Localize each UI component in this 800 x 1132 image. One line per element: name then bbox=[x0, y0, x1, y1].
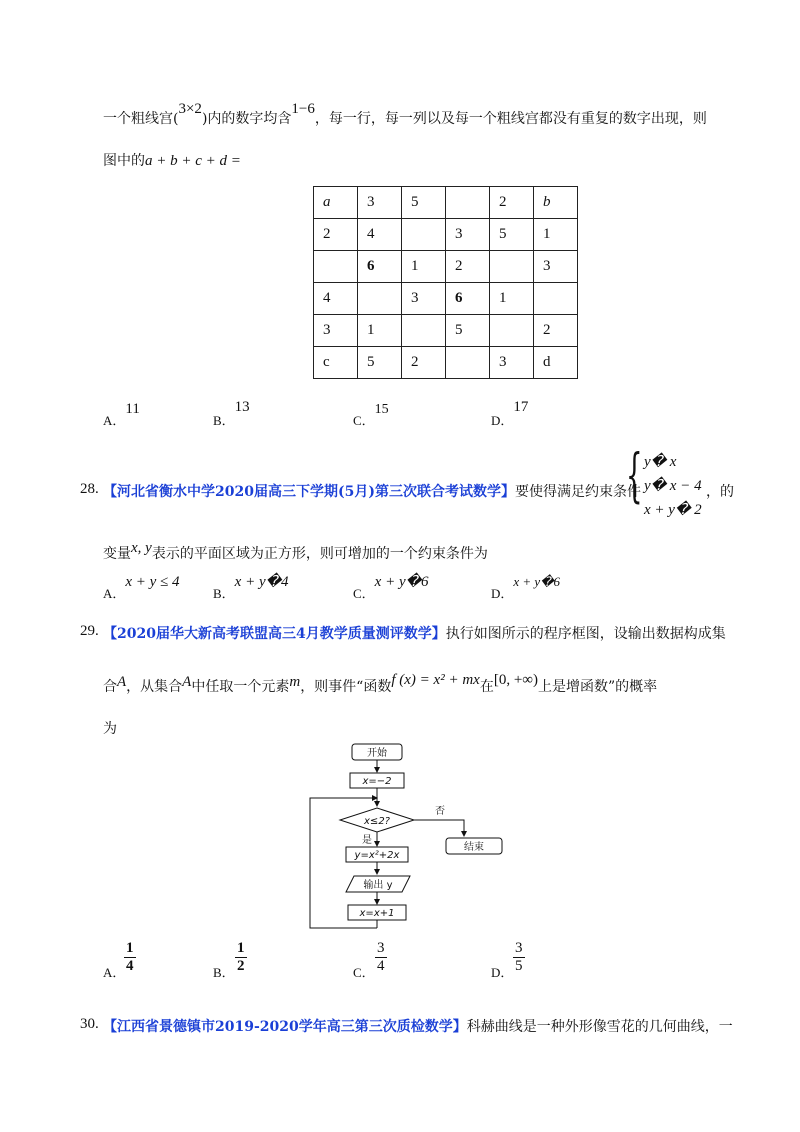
option-value: x + y�4 bbox=[234, 574, 289, 590]
constraint-2: y� x − 4 bbox=[644, 478, 702, 494]
option-label: C． bbox=[353, 965, 375, 980]
option-label: B． bbox=[213, 413, 235, 428]
grid-cell bbox=[358, 283, 402, 315]
q27-line1 bbox=[103, 101, 707, 128]
output-label: 输出 y bbox=[363, 880, 393, 891]
grid-cell bbox=[314, 251, 358, 283]
option-label: C． bbox=[353, 586, 375, 601]
grid-cell: 4 bbox=[314, 283, 358, 315]
grid-cell: 2 bbox=[402, 347, 446, 379]
interval: [0, +∞) bbox=[493, 672, 538, 688]
grid-cell: 5 bbox=[402, 187, 446, 219]
option-value: 11 bbox=[125, 401, 140, 417]
q29-option-d[interactable] bbox=[491, 962, 513, 981]
function-expression: f (x) = x² + mx bbox=[391, 672, 480, 688]
numerator: 1 bbox=[126, 940, 134, 956]
grid-cell: 2 bbox=[446, 251, 490, 283]
grid-cell: 2 bbox=[534, 315, 578, 347]
q30-text-a: 科赫曲线是一种外形像雪花的几何曲线，一 bbox=[466, 1019, 733, 1035]
option-value: x + y ≤ 4 bbox=[125, 574, 180, 590]
q29-line2-e: 在 bbox=[479, 679, 494, 695]
q29-line3: 为 bbox=[103, 721, 117, 737]
option-label: B． bbox=[213, 586, 235, 601]
grid-cell: c bbox=[314, 347, 358, 379]
option-label: C． bbox=[353, 413, 375, 428]
q29-option-b-fraction bbox=[235, 940, 247, 975]
q27-option-c[interactable] bbox=[353, 402, 389, 430]
grid-cell: 3 bbox=[534, 251, 578, 283]
yes-label: 是 bbox=[362, 835, 372, 846]
constraint-3: x + y� 2 bbox=[644, 502, 702, 518]
q29-source: 【2020届华大新高考联盟高三4月教学质量测评数学】 bbox=[103, 626, 446, 642]
q28-source: 【河北省衡水中学2020届高三下学期(5月)第三次联合考试数学】 bbox=[103, 484, 515, 500]
q27-sum-expression: a + b + c + d = bbox=[145, 153, 241, 169]
q29-option-d-fraction bbox=[513, 940, 525, 975]
grid-cell bbox=[402, 219, 446, 251]
option-label: B． bbox=[213, 965, 235, 980]
q29-option-b[interactable] bbox=[213, 962, 235, 981]
q28-option-d[interactable] bbox=[491, 574, 561, 602]
option-value: 15 bbox=[374, 402, 389, 417]
grid-cell: 5 bbox=[358, 347, 402, 379]
grid-cell: 3 bbox=[314, 315, 358, 347]
grid-cell: 1 bbox=[490, 283, 534, 315]
q29-option-a-fraction bbox=[124, 940, 136, 975]
sudoku-grid bbox=[313, 186, 578, 379]
q27-option-d[interactable] bbox=[491, 399, 529, 430]
option-value: x + y�6 bbox=[374, 574, 429, 590]
grid-row bbox=[314, 251, 578, 283]
grid-cell: b bbox=[534, 187, 578, 219]
end-label: 结束 bbox=[464, 842, 484, 853]
grid-cell bbox=[402, 315, 446, 347]
grid-cell: 2 bbox=[490, 187, 534, 219]
numerator: 3 bbox=[515, 940, 523, 956]
q27-line1-part-c: ，每一行，每一列以及每一个粗线宫都没有重复的数字出现，则 bbox=[314, 111, 707, 127]
increment-label: x=x+1 bbox=[359, 908, 395, 919]
q27-line1-part-b: )内的数字均含 bbox=[201, 111, 292, 127]
grid-cell: 1 bbox=[402, 251, 446, 283]
option-label: D． bbox=[491, 413, 514, 428]
q27-option-a[interactable] bbox=[103, 401, 140, 430]
q28-option-c[interactable] bbox=[353, 574, 429, 603]
q27-box-size: 3×2 bbox=[178, 101, 202, 117]
decision-label: x≤2? bbox=[364, 816, 390, 827]
q28-line2-b: 表示的平面区域为正方形，则可增加的一个约束条件为 bbox=[151, 546, 488, 562]
grid-cell: 6 bbox=[358, 251, 402, 283]
q29-option-c[interactable] bbox=[353, 962, 375, 981]
q29-line2-b: ，从集合 bbox=[126, 679, 183, 695]
q29-line2-f: 上是增函数”的概率 bbox=[537, 679, 658, 695]
grid-cell: d bbox=[534, 347, 578, 379]
grid-cell bbox=[446, 347, 490, 379]
grid-cell: 3 bbox=[358, 187, 402, 219]
constraint-1: y� x bbox=[644, 454, 677, 470]
q29-line2 bbox=[103, 672, 658, 696]
grid-cell: 5 bbox=[446, 315, 490, 347]
q29-line2-a: 合 bbox=[103, 679, 117, 695]
q30-source: 【江西省景德镇市2019-2020学年高三第三次质检数学】 bbox=[103, 1019, 467, 1035]
q28-text-b: ，的 bbox=[706, 484, 734, 500]
option-label: A． bbox=[103, 965, 126, 980]
q29-line2-c: 中任取一个元素 bbox=[191, 679, 290, 695]
grid-cell bbox=[446, 187, 490, 219]
grid-cell bbox=[490, 315, 534, 347]
q29-line1 bbox=[103, 623, 726, 643]
q29-line2-d: ，则事件“函数 bbox=[300, 679, 392, 695]
grid-cell: 6 bbox=[446, 283, 490, 315]
grid-cell bbox=[534, 283, 578, 315]
start-label: 开始 bbox=[367, 748, 387, 759]
q28-text-a: 要使得满足约束条件 bbox=[514, 484, 641, 500]
option-value: 13 bbox=[234, 399, 250, 415]
set-a-var: A bbox=[182, 674, 192, 690]
init-label: x=−2 bbox=[362, 776, 392, 787]
grid-cell: 1 bbox=[534, 219, 578, 251]
option-label: A． bbox=[103, 413, 126, 428]
denominator: 4 bbox=[377, 958, 385, 974]
denominator: 5 bbox=[515, 958, 523, 974]
q28-line2 bbox=[103, 540, 488, 563]
q27-line2-part-a: 图中的 bbox=[103, 153, 145, 169]
q29-text-a: 执行如图所示的程序框图，设输出数据构成集 bbox=[445, 626, 726, 642]
grid-cell: 5 bbox=[490, 219, 534, 251]
q29-option-a[interactable] bbox=[103, 962, 125, 981]
q28-variables: x, y bbox=[131, 540, 152, 556]
q27-line2 bbox=[103, 150, 241, 170]
assign-label: y=x²+2x bbox=[354, 850, 400, 861]
grid-cell: 3 bbox=[490, 347, 534, 379]
grid-row bbox=[314, 347, 578, 379]
option-value: x + y�6 bbox=[513, 574, 561, 589]
grid-row bbox=[314, 187, 578, 219]
grid-row bbox=[314, 315, 578, 347]
q29-number: 29. bbox=[80, 623, 99, 639]
grid-row bbox=[314, 219, 578, 251]
constraint-brace: { bbox=[626, 441, 643, 509]
q29-option-c-fraction bbox=[375, 940, 387, 975]
grid-cell bbox=[490, 251, 534, 283]
grid-cell: 4 bbox=[358, 219, 402, 251]
q28-line2-a: 变量 bbox=[103, 546, 131, 562]
program-flowchart bbox=[300, 740, 510, 930]
option-label: D． bbox=[491, 586, 514, 601]
q27-digit-range: 1−6 bbox=[291, 101, 315, 117]
grid-cell: a bbox=[314, 187, 358, 219]
q30-line1 bbox=[103, 1016, 733, 1036]
denominator: 2 bbox=[237, 958, 245, 974]
option-label: D． bbox=[491, 965, 514, 980]
option-label: A． bbox=[103, 586, 126, 601]
numerator: 3 bbox=[377, 940, 385, 956]
grid-row bbox=[314, 283, 578, 315]
option-value: 17 bbox=[513, 399, 529, 415]
q27-line1-part-a: 一个粗线宫( bbox=[103, 111, 179, 127]
numerator: 1 bbox=[237, 940, 245, 956]
q28-number: 28. bbox=[80, 481, 99, 497]
q27-option-b[interactable] bbox=[213, 399, 250, 430]
grid-cell: 1 bbox=[358, 315, 402, 347]
grid-cell: 2 bbox=[314, 219, 358, 251]
grid-cell: 3 bbox=[446, 219, 490, 251]
q28-line1 bbox=[103, 481, 641, 501]
no-label: 否 bbox=[435, 806, 445, 817]
denominator: 4 bbox=[126, 958, 134, 974]
set-a-var: A bbox=[117, 674, 127, 690]
q28-option-a[interactable] bbox=[103, 574, 180, 603]
q30-number: 30. bbox=[80, 1016, 99, 1032]
element-m-var: m bbox=[289, 674, 301, 690]
q28-option-b[interactable] bbox=[213, 574, 289, 603]
grid-cell: 3 bbox=[402, 283, 446, 315]
